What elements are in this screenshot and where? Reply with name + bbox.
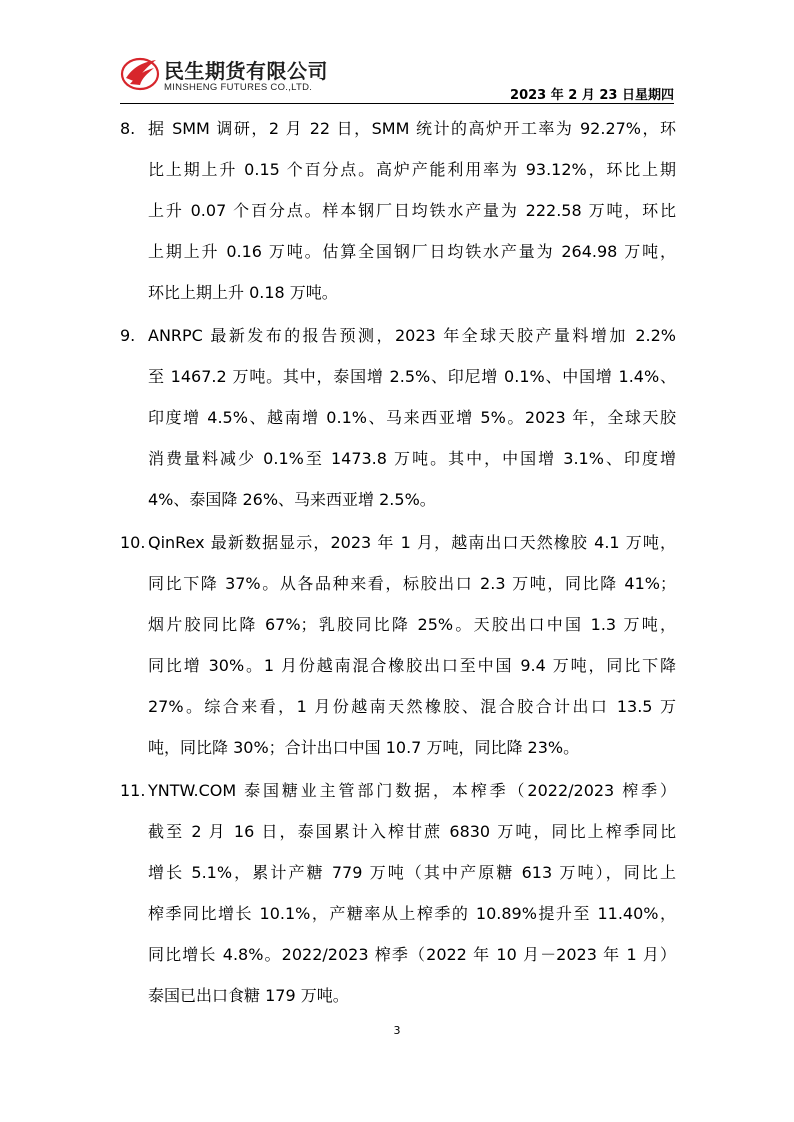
- item-text-line: 泰国已出口食糖 179 万吨。: [148, 986, 349, 1005]
- item-text-line: QinRex 最新数据显示，2023 年 1 月，越南出口天然橡胶 4.1 万吨，: [148, 533, 676, 552]
- item-text-line: 同比下降 37%。从各品种来看，标胶出口 2.3 万吨，同比降 41%；: [148, 574, 676, 593]
- page-header: [120, 52, 674, 104]
- item-text-line: 至 1467.2 万吨。其中，泰国增 2.5%、印尼增 0.1%、中国增 1.4%、: [148, 367, 676, 386]
- news-item: [120, 315, 676, 520]
- header-divider: [120, 103, 674, 104]
- item-text-line: 印度增 4.5%、越南增 0.1%、马来西亚增 5%。2023 年，全球天胶: [148, 408, 676, 427]
- item-text-line: 比上期上升 0.15 个百分点。高炉产能利用率为 93.12%，环比上期: [148, 160, 676, 179]
- news-item: [120, 522, 676, 768]
- item-text-line: 上升 0.07 个百分点。样本钢厂日均铁水产量为 222.58 万吨，环比: [148, 201, 676, 220]
- item-number: 8.: [120, 119, 136, 138]
- company-name-en: MINSHENG FUTURES CO.,LTD.: [164, 82, 313, 93]
- item-text-line: 截至 2 月 16 日，泰国累计入榨甘蔗 6830 万吨，同比上榨季同比: [148, 822, 676, 841]
- item-text-line: YNTW.COM 泰国糖业主管部门数据，本榨季（2022/2023 榨季）: [148, 781, 676, 800]
- item-number: 11.: [120, 781, 146, 800]
- news-list: [120, 108, 676, 1018]
- minsheng-logo-icon: [120, 52, 160, 92]
- item-text-line: 上期上升 0.16 万吨。估算全国钢厂日均铁水产量为 264.98 万吨，: [148, 242, 676, 261]
- news-item: [120, 108, 676, 313]
- item-text-line: 榨季同比增长 10.1%，产糖率从上榨季的 10.89%提升至 11.40%，: [148, 904, 676, 923]
- item-text-line: 增长 5.1%，累计产糖 779 万吨（其中产原糖 613 万吨），同比上: [148, 863, 676, 882]
- item-text-line: 据 SMM 调研，2 月 22 日，SMM 统计的高炉开工率为 92.27%，环: [148, 119, 676, 138]
- item-text-line: 同比增 30%。1 月份越南混合橡胶出口至中国 9.4 万吨，同比下降: [148, 656, 676, 675]
- item-text-line: 27%。综合来看，1 月份越南天然橡胶、混合胶合计出口 13.5 万: [148, 697, 676, 716]
- item-text-line: ANRPC 最新发布的报告预测，2023 年全球天胶产量料增加 2.2%: [148, 326, 676, 345]
- item-text-line: 吨，同比降 30%；合计出口中国 10.7 万吨，同比降 23%。: [148, 738, 580, 757]
- report-date: 2023 年 2 月 23 日星期四: [510, 88, 674, 103]
- item-number: 10.: [120, 533, 146, 552]
- item-text-line: 同比增长 4.8%。2022/2023 榨季（2022 年 10 月－2023 年 1 月）: [148, 945, 676, 964]
- item-text-line: 环比上期上升 0.18 万吨。: [148, 283, 338, 302]
- item-text-line: 4%、泰国降 26%、马来西亚增 2.5%。: [148, 490, 436, 509]
- news-item: [120, 770, 676, 1016]
- item-text-line: 烟片胶同比降 67%；乳胶同比降 25%。天胶出口中国 1.3 万吨，: [148, 615, 676, 634]
- company-name-cn: 民生期货有限公司: [164, 59, 328, 83]
- item-number: 9.: [120, 326, 136, 345]
- page-number: 3: [393, 1024, 401, 1037]
- item-text-line: 消费量料减少 0.1%至 1473.8 万吨。其中，中国增 3.1%、印度增: [148, 449, 676, 468]
